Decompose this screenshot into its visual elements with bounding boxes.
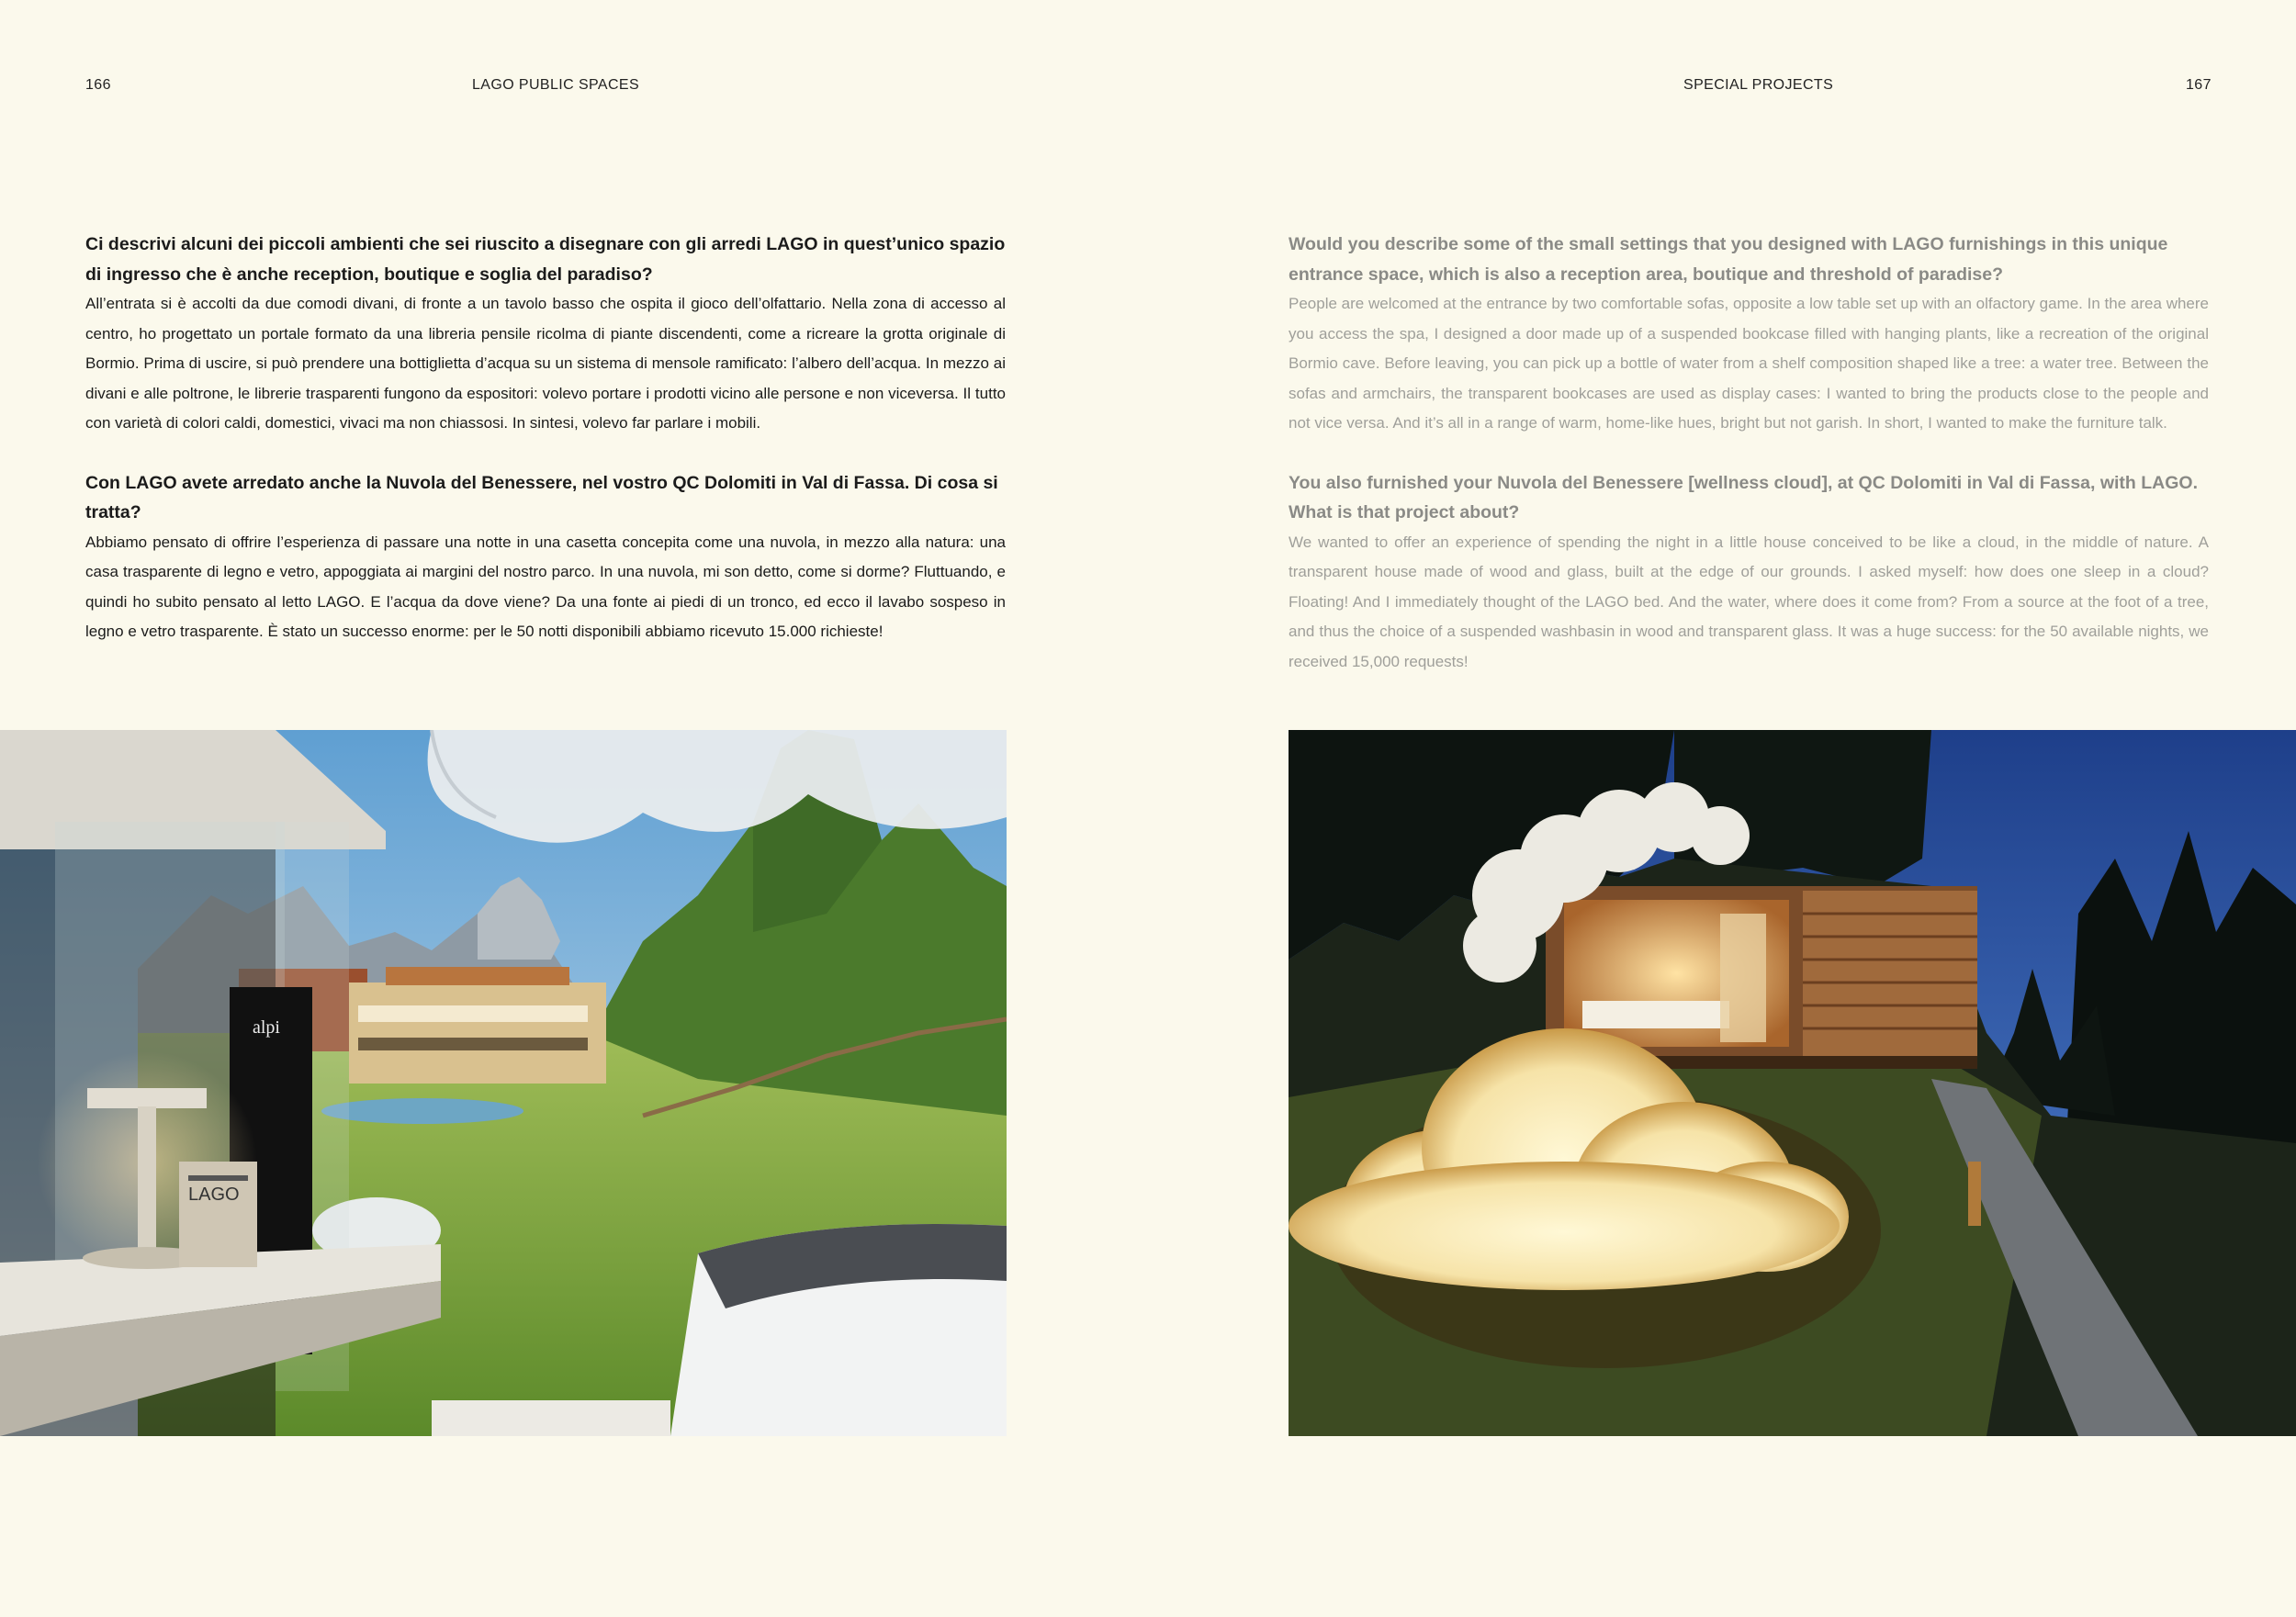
question-1: Ci descrivi alcuni dei piccoli ambienti che sei riuscito a disegnare con gli arredi LAGO in quest’unico spazio di ingresso che è anche reception, boutique e soglia del paradiso? — [85, 234, 1006, 285]
section-title: SPECIAL PROJECTS — [1683, 77, 1834, 93]
interview-text-english — [1289, 230, 2209, 706]
question-2: You also furnished your Nuvola del Benessere [wellness cloud], at QC Dolomiti in Val di Fassa, with LAGO. What is that project about? — [1289, 472, 2199, 522]
section-title: LAGO PUBLIC SPACES — [472, 77, 640, 93]
right-page — [1148, 0, 2296, 1617]
photo-view-from-bed — [0, 730, 1007, 1436]
question-2: Con LAGO avete arredato anche la Nuvola del Benessere, nel vostro QC Dolomiti in Val di Fassa. Di cosa si tratta? — [85, 472, 998, 522]
answer-1: All’entrata si è accolti da due comodi divani, di fronte a un tavolo basso che ospita il gioco dell’olfattario. Nella zona di accesso al centro, ho progettato un portale formato da una libreria pensile ricolma di piante discendenti, come a ricreare la grotta originale di Bormio. Prima di uscire, si può prendere una bottiglietta d’acqua su un sistema di mensole ramificato: l’albero dell’acqua. In mezzo ai divani e alle poltrone, le librerie trasparenti fungono da espositori: volevo portare i prodotti vicino alle persone e non viceversa. Il tutto con varietà di colori caldi, domestici, vivaci ma non chiassosi. In sintesi, volevo far parlare i mobili. — [85, 295, 1006, 432]
answer-1: People are welcomed at the entrance by two comfortable sofas, opposite a low table set up with an olfactory game. In the area where you access the spa, I designed a door made up of a suspended bookcase filled with hanging plants, like a recreation of the original Bormio cave. Before leaving, you can pick up a bottle of water from a shelf composition shaped like a tree: a water tree. Between the sofas and armchairs, the transparent bookcases are used as display cases: I wanted to bring the products close to the people and not vice versa. And it’s all in a range of warm, home-like hues, bright but not garish. In short, I wanted to make the furniture talk. — [1289, 295, 2209, 432]
page-number: 166 — [85, 77, 111, 93]
question-1: Would you describe some of the small settings that you designed with LAGO furnishings in this unique entrance space, which is also a reception area, boutique and threshold of paradise? — [1289, 234, 2168, 285]
photo-cloud-house-night — [1289, 730, 2296, 1436]
photo-book-text: LAGO — [188, 1185, 240, 1205]
photo-sign-text: alpi — [253, 1017, 280, 1038]
answer-2: We wanted to offer an experience of spending the night in a little house conceived to be like a cloud, in the middle of nature. A transparent house made of wood and glass, built at the edge of our grounds. I asked myself: how does one sleep in a cloud? Floating! And I immediately thought of the LAGO bed. And the water, where does it come from? From a source at the foot of a tree, and thus the choice of a suspended washbasin in wood and transparent glass. It was a huge success: for the 50 available nights, we received 15,000 requests! — [1289, 533, 2209, 670]
answer-2: Abbiamo pensato di offrire l’esperienza di passare una notte in una casetta concepita come una nuvola, in mezzo alla natura: una casa trasparente di legno e vetro, appoggiata ai margini del nostro parco. In una nuvola, mi son detto, come si dorme? Fluttuando, e quindi ho subito pensato al letto LAGO. E l’acqua da dove viene? Da una fonte ai piedi di un tronco, ed ecco il lavabo sospeso in legno e vetro trasparente. È stato un successo enorme: per le 50 notti disponibili abbiamo ricevuto 15.000 richieste! — [85, 533, 1006, 640]
interview-text-italian — [85, 230, 1006, 677]
page-number: 167 — [2186, 77, 2212, 93]
